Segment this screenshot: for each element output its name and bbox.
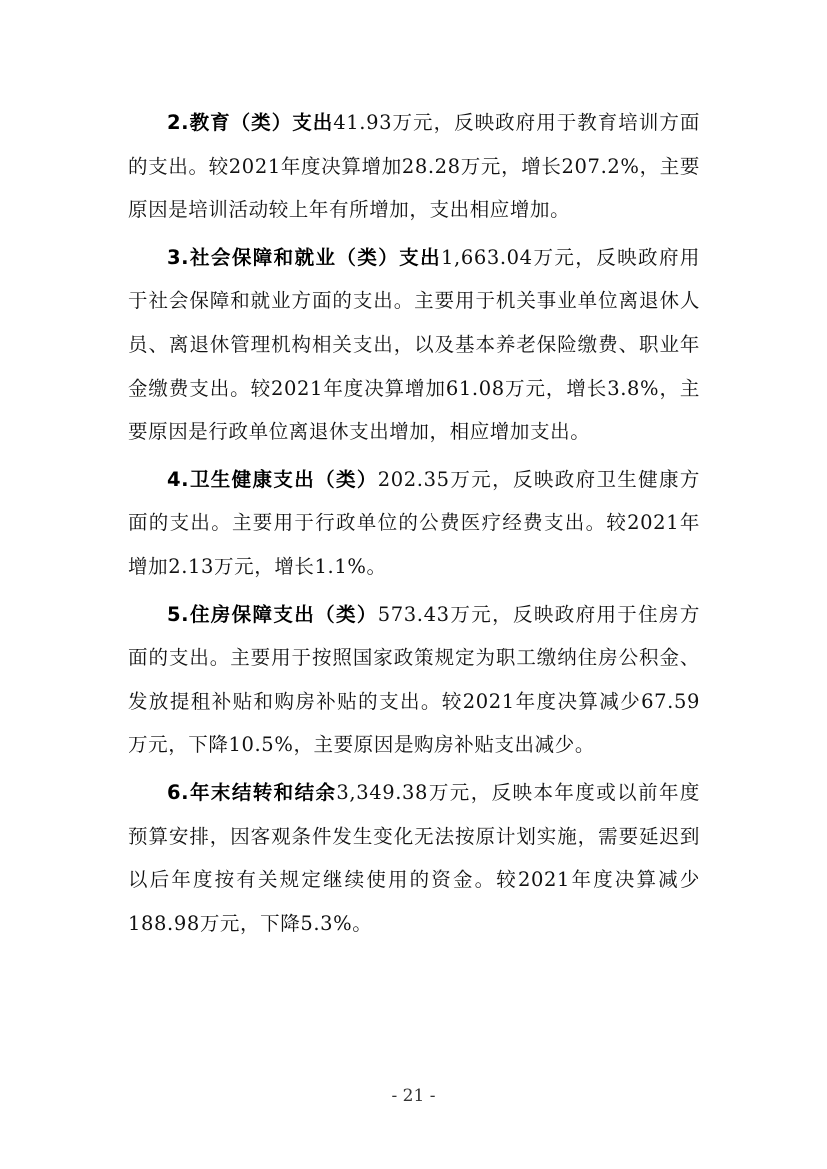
page-number: - 21 - <box>391 1086 436 1106</box>
paragraph-health <box>128 458 700 589</box>
document-body <box>128 101 700 949</box>
section-text-social-security: 1,663.04万元，反映政府用于社会保障和就业方面的支出。主要用于机关事业单位离退休人员、离退休管理机构相关支出，以及基本养老保险缴费、职业年金缴费支出。较2021年度决算增加61.08万元，增长3.8%，主要原因是行政单位离退休支出增加，相应增加支出。 <box>128 245 700 444</box>
section-text-year-end-balance: 3,349.38万元，反映本年度或以前年度预算安排，因客观条件发生变化无法按原计划实施，需要延迟到以后年度按有关规定继续使用的资金。较2021年度决算减少188.98万元，下降5.3%。 <box>128 780 700 935</box>
section-heading-social-security: 3.社会保障和就业（类）支出 <box>167 245 442 269</box>
section-text-health: 202.35万元，反映政府卫生健康方面的支出。主要用于行政单位的公费医疗经费支出。较2021年增加2.13万元，增长1.1%。 <box>128 467 701 578</box>
section-text-housing: 573.43万元，反映政府用于住房方面的支出。主要用于按照国家政策规定为职工缴纳住房公积金、发放提租补贴和购房补贴的支出。较2021年度决算减少67.59万元，下降10.5%，主要原因是购房补贴支出减少。 <box>128 602 701 757</box>
paragraph-social-security <box>128 236 700 454</box>
paragraph-housing <box>128 593 700 767</box>
paragraph-education <box>128 101 700 232</box>
section-text-education: 41.93万元，反映政府用于教育培训方面的支出。较2021年度决算增加28.28万元，增长207.2%，主要原因是培训活动较上年有所增加，支出相应增加。 <box>128 111 700 222</box>
section-heading-housing: 5.住房保障支出（类） <box>167 602 378 626</box>
paragraph-year-end-balance <box>128 771 700 945</box>
section-heading-year-end-balance: 6.年末结转和结余 <box>167 780 337 804</box>
section-heading-education: 2.教育（类）支出 <box>167 111 334 134</box>
section-heading-health: 4.卫生健康支出（类） <box>167 467 378 491</box>
